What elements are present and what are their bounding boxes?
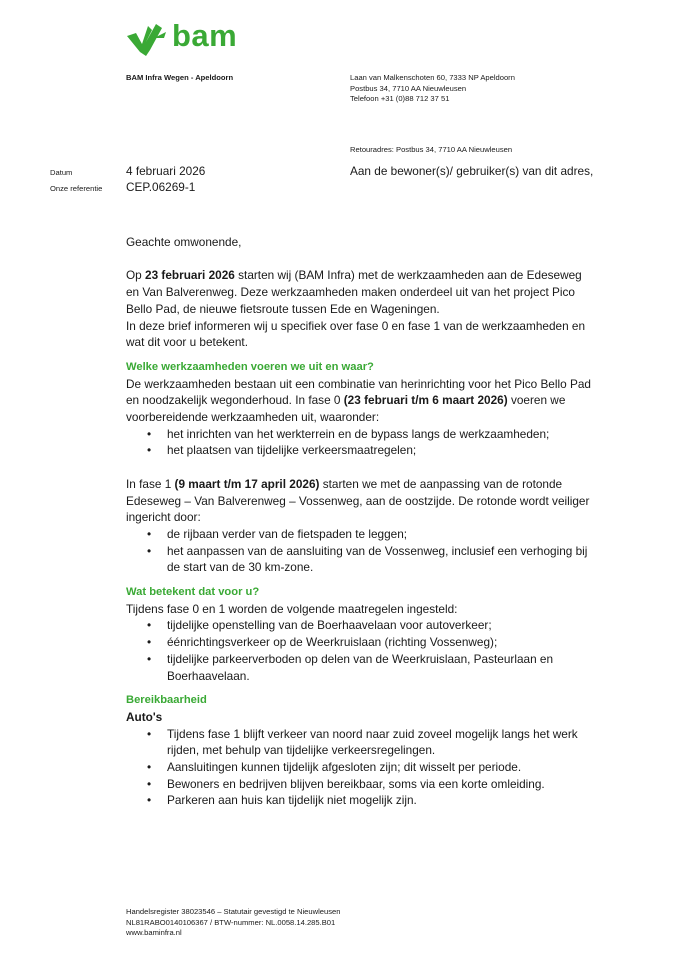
list-item: • éénrichtingsverkeer op de Weerkruislaan (richting Vossenweg);: [126, 634, 598, 651]
maatregelen-list: [126, 617, 598, 684]
intro-paragraph: Op 23 februari 2026 starten wij (BAM Infra) met de werkzaamheden aan de Edeseweg en Van Balverenweg. Deze werkzaamheden maken onderdeel uit van het project Pico Bello Pad, de nieuwe fietsroute tussen Ede en Wageningen.: [126, 268, 582, 316]
list-item: • Bewoners en bedrijven blijven bereikbaar, soms via een korte omleiding.: [126, 776, 598, 793]
sender-address-line: Postbus 34, 7710 AA Nieuwleusen: [350, 83, 467, 93]
fase1-list: [126, 526, 598, 576]
autos-list: [126, 726, 598, 810]
footer-website-link[interactable]: www.baminfra.nl: [126, 928, 182, 937]
bam-logo-icon: [126, 22, 170, 58]
footer: [126, 907, 340, 939]
sender-phone: Telefoon +31 (0)88 712 37 51: [350, 94, 450, 103]
letter-body: [126, 234, 598, 809]
fase0-list: [126, 426, 598, 459]
sender-name: BAM Infra Wegen - Apeldoorn: [126, 73, 234, 82]
subheading-autos: Auto's: [126, 709, 163, 724]
bam-logo: [126, 18, 246, 58]
list-item: • het aanpassen van de aansluiting van de Vossenweg, inclusief een verhoging bij de start van de 30 km-zone.: [126, 543, 598, 576]
sender-address-line: Laan van Malkenschoten 60, 7333 NP Apeldoorn: [350, 73, 515, 82]
list-item: • tijdelijke openstelling van de Boerhaavelaan voor autoverkeer;: [126, 617, 598, 634]
footer-bank-vat: NL81RABO0140106367 / BTW-nummer: NL.0058.14.285.B01: [126, 917, 336, 927]
fase1-text: In fase 1 (9 maart t/m 17 april 2026) starten we met de aanpassing van de rotonde Edeseweg – Van Balverenweg – Vossenweg, aan de oostzijde. De rotonde wordt veiliger ingericht door:: [126, 476, 590, 525]
reference-value: CEP.06269-1: [126, 180, 196, 194]
sender-address: [350, 73, 515, 105]
salutation: Geachte omwonende,: [126, 235, 242, 249]
list-item: • Parkeren aan huis kan tijdelijk niet mogelijk zijn.: [126, 792, 598, 809]
section-heading-betekenis: Wat betekent dat voor u?: [126, 586, 260, 599]
list-item: • het plaatsen van tijdelijke verkeersmaatregelen;: [126, 442, 598, 459]
start-date: 23 februari 2026: [145, 268, 235, 283]
list-item: • Aansluitingen kunnen tijdelijk afgesloten zijn; dit wisselt per periode.: [126, 759, 598, 776]
section-heading-bereikbaarheid: Bereikbaarheid: [126, 694, 207, 707]
recipient: Aan de bewoner(s)/ gebruiker(s) van dit adres,: [350, 164, 594, 178]
intro-paragraph-2: In deze brief informeren wij u specifiek over fase 0 en fase 1 van de werkzaamheden en wat dit voor u betekent.: [126, 318, 586, 350]
section-heading-werkzaamheden: Welke werkzaamheden voeren we uit en waar?: [126, 360, 374, 373]
list-item: • het inrichten van het werkterrein en de bypass langs de werkzaamheden;: [126, 426, 598, 443]
list-item: • de rijbaan verder van de fietspaden te leggen;: [126, 526, 598, 543]
return-address: Retouradres: Postbus 34, 7710 AA Nieuwleusen: [350, 145, 513, 154]
section1-text: De werkzaamheden bestaan uit een combinatie van herinrichting voor het Pico Bello Pad en noodzakelijk wegonderhoud. In fase 0 (23 februari t/m 6 maart 2026) voeren we voorbereidende werkzaamheden uit, waaronder:: [126, 376, 591, 425]
logo-wordmark: bam: [172, 18, 238, 53]
date-label: Datum: [50, 168, 73, 177]
reference-label: Onze referentie: [50, 184, 103, 193]
date-value: 4 februari 2026: [126, 164, 206, 178]
list-item: • Tijdens fase 1 blijft verkeer van noord naar zuid zoveel mogelijk langs het werk rijden, met behulp van tijdelijke verkeersregelingen.: [126, 726, 598, 759]
list-item: • tijdelijke parkeerverboden op delen van de Weerkruislaan, Pasteurlaan en Boerhaavelaan.: [126, 651, 598, 684]
section2-text: Tijdens fase 0 en 1 worden de volgende maatregelen ingesteld:: [126, 601, 458, 616]
footer-registration: Handelsregister 38023546 – Statutair gevestigd te Nieuwleusen: [126, 907, 341, 916]
